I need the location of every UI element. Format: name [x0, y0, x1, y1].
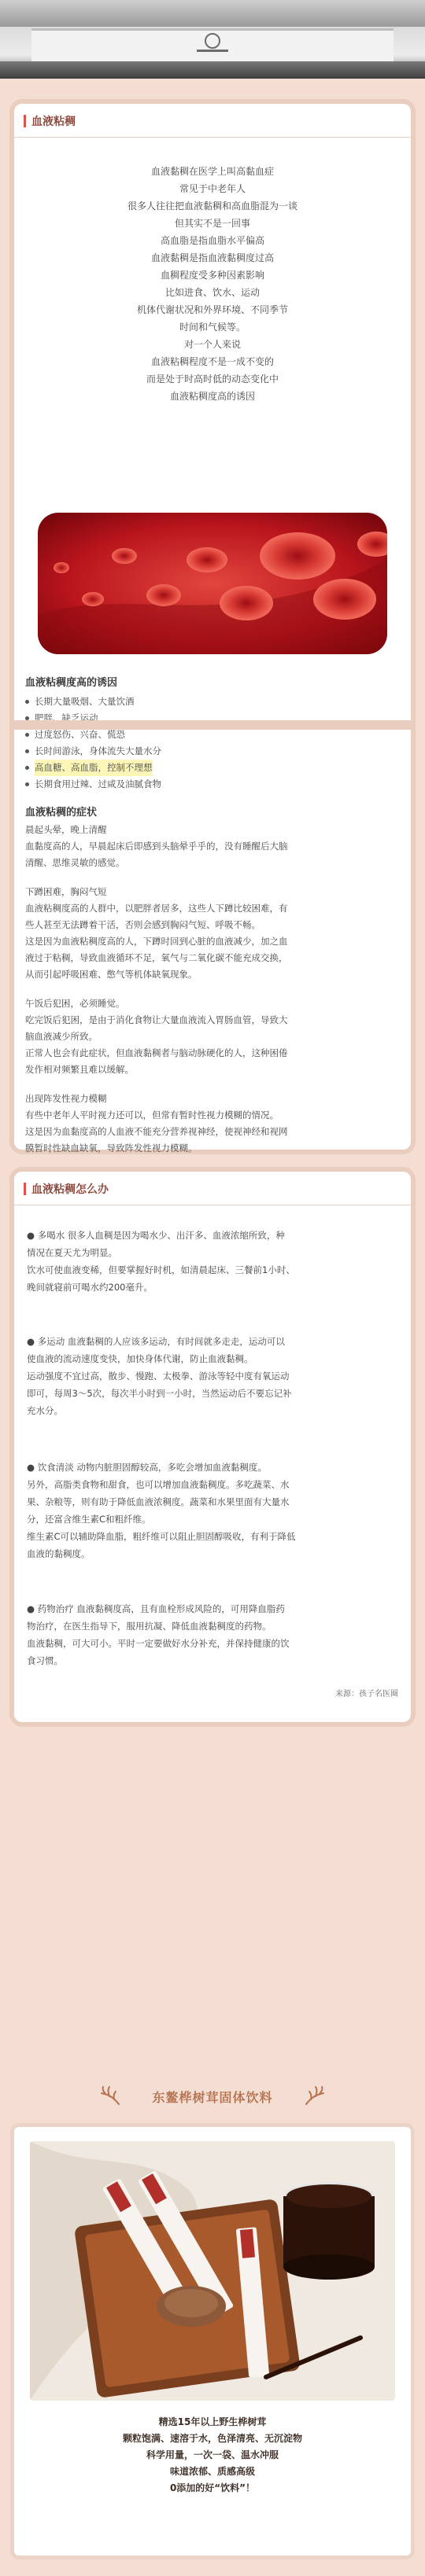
text-line: 即可，每周3～5次，每次半小时到一小时，当然运动后不要忘记补	[27, 1388, 292, 1399]
symptom-paragraph	[25, 822, 400, 871]
text-line: 吃完饭后犯困，是由于消化食物让大量血液流入胃肠血管，导致大	[25, 1014, 288, 1025]
section-header	[24, 1181, 109, 1197]
text-line: 运动强度不宜过高，散步、慢跑、太极拳、游泳等轻中度有氧运动	[27, 1371, 290, 1382]
bullet-dot-icon	[25, 782, 29, 786]
text-line: 果、杂粮等，则有助于降低血液浓稠度。蔬菜和水果里面有大量水	[27, 1496, 290, 1507]
list-item-highlighted: 高血糖、高血脂，控制不理想	[25, 760, 400, 776]
text-line: 从而引起呼吸困难、憋气等机体缺氧现象。	[25, 969, 198, 980]
symptom-paragraph	[25, 1091, 400, 1157]
antler-right-icon	[303, 2085, 327, 2106]
product-line: 精选15年以上野生桦树茸	[158, 2416, 267, 2427]
causes-heading: 血液粘稠度高的诱因	[25, 677, 118, 689]
text-line: 这是因为血液粘稠度高的人，下蹲时回到心脏的血液减少，加之血	[25, 936, 288, 947]
text-line: ● 多喝水 很多人血稠是因为喝水少、出汗多、血液浓缩所致，种	[27, 1230, 285, 1241]
product-line: 科学用量，一次一袋、温水冲服	[146, 2449, 279, 2460]
brand-logo-icon	[192, 31, 233, 53]
text-line: 下蹲困难，胸闷气短	[25, 886, 107, 897]
text-line: 出现阵发性视力模糊	[25, 1093, 107, 1104]
symptom-paragraph	[25, 995, 400, 1078]
product-card	[14, 2127, 411, 2556]
text-line: 血液黏稠，可大可小。平时一定要做好水分补充，并保持健康的饮	[27, 1638, 290, 1649]
text-line: 饮水可使血液变稀，但要掌握好时机，如清晨起床、三餐前1小时、	[27, 1264, 295, 1275]
bullet-dot-icon	[25, 766, 29, 770]
intro-line: 而是处于时高时低的动态变化中	[146, 374, 279, 385]
section-title: 血液粘稠	[31, 116, 76, 128]
what-to-do-card	[14, 1172, 411, 1722]
banner-ceiling	[0, 0, 425, 27]
product-title: 东鳌桦树茸固体饮料	[152, 2090, 273, 2105]
symptoms-block	[25, 804, 400, 1169]
intro-line: 但其实不是一回事	[174, 218, 250, 229]
text-line: 膜暂时性缺血缺氧，导致阵发性视力模糊。	[25, 1143, 198, 1154]
tip-paragraph-water	[27, 1227, 398, 1296]
text-line: 维生素C可以辅助降血脂，粗纤维可以阻止胆固醇吸收，有利于降低	[27, 1531, 296, 1542]
text-line: 分，还富含维生素C和粗纤维。	[27, 1514, 151, 1525]
text-line: 脑血液减少所致。	[25, 1031, 98, 1042]
tip-paragraph-exercise	[27, 1333, 398, 1419]
text-line: 血黏度高的人，早晨起床后即感到头脑晕乎乎的，没有睡醒后大脑	[25, 841, 288, 852]
text-line: 物治疗，在医生指导下，服用抗凝、降低血液黏稠度的药物。	[27, 1621, 272, 1632]
symptom-paragraph	[25, 884, 400, 983]
product-illustration	[30, 2141, 395, 2401]
text-line: 充水分。	[27, 1405, 63, 1416]
intro-line: 机体代谢状况和外界环境、不同季节	[136, 304, 288, 315]
intro-line: 高血脂是指血脂水平偏高	[160, 235, 264, 246]
text-line: 正常人也会有此症状，但血液黏稠者与脑动脉硬化的人，这种困倦	[25, 1047, 288, 1058]
list-item: 长时间游泳，身体流失大量水分	[25, 743, 400, 760]
symptoms-heading: 血液粘稠的症状	[25, 807, 98, 819]
intro-line: 比如进食、饮水、运动	[164, 287, 260, 298]
text-line: 这是因为血黏度高的人血液不能充分营养视神经，使视神经和视网	[25, 1126, 288, 1137]
text-line: 午饭后犯困，必须睡觉。	[25, 998, 125, 1009]
section-accent-bar	[24, 1183, 26, 1195]
showroom-banner-image	[0, 0, 425, 79]
tip-paragraph-diet	[27, 1459, 398, 1562]
text-line: 血液粘稠度高的人群中，以肥胖者居多，这些人下蹲比较困难，有	[25, 903, 288, 914]
text-line: 晚间就寝前可喝水约200毫升。	[27, 1282, 153, 1293]
list-item: 长期食用过辣、过咸及油腻食物	[25, 776, 400, 793]
list-item: 长期大量吸烟、大量饮酒	[25, 694, 400, 710]
text-line: 有些中老年人平时视力还可以，但常有暂时性视力模糊的情况。	[25, 1110, 279, 1121]
intro-line: 常见于中老年人	[179, 183, 246, 194]
text-line: ● 饮食清淡 动物内脏胆固醇较高，多吃会增加血液黏稠度。	[27, 1462, 267, 1473]
text-line: 另外，高脂类食物和甜食，也可以增加血液黏稠度。多吃蔬菜、水	[27, 1479, 290, 1490]
intro-line: 血稠程度受多种因素影响	[160, 270, 264, 281]
intro-line: 对一个人来说	[183, 339, 241, 350]
text-line: 血液的黏稠度。	[27, 1548, 91, 1559]
intro-line: 血液粘稠度高的诱因	[169, 391, 255, 402]
product-line: 颗粒饱满、速溶于水，色泽清亮、无沉淀物	[122, 2433, 302, 2444]
product-description	[30, 2414, 395, 2497]
intro-line: 血液黏稠是指血液黏稠度过高	[150, 252, 274, 263]
list-item: 肥胖、缺乏运动	[25, 710, 400, 727]
bullet-dot-icon	[25, 733, 29, 737]
banner-floor	[0, 61, 425, 79]
text-line: 使血液的流动速度变快，加快身体代谢，防止血液黏稠。	[27, 1353, 253, 1364]
product-line: 0添加的好“饮料”！	[169, 2482, 256, 2493]
text-line: 情况在夏天尤为明显。	[27, 1247, 117, 1258]
intro-line: 血液粘稠程度不是一成不变的	[150, 356, 274, 367]
text-line: ● 多运动 血液黏稠的人应该多运动，有时间就多走走，运动可以	[27, 1336, 285, 1347]
bullet-dot-icon	[25, 749, 29, 753]
section-title: 血液粘稠怎么办	[31, 1183, 109, 1196]
tip-paragraph-medicine	[27, 1600, 398, 1669]
intro-line: 很多人往往把血液黏稠和高血脂混为一谈	[127, 201, 298, 212]
text-line: 液过于粘稠，导致血液循环不足，氧气与二氧化碳不能充成交换，	[25, 952, 288, 963]
text-line: 些人甚至无法蹲着干活，否则会感到胸闷气短、呼吸不畅。	[25, 919, 261, 930]
text-line: ● 药物治疗 血液黏稠度高，且有血栓形成风险的，可用降血脂药	[27, 1603, 285, 1614]
product-line: 味道浓郁、质感高级	[169, 2466, 255, 2477]
intro-line: 时间和气候等。	[179, 322, 246, 333]
text-line: 食习惯。	[27, 1655, 63, 1666]
source-credit: 来源：孩子名医圈	[335, 1690, 398, 1698]
text-line: 晨起头晕，晚上清醒	[25, 824, 107, 835]
text-line: 发作相对频繁且难以缓解。	[25, 1064, 134, 1075]
product-photo	[30, 2141, 395, 2401]
intro-line: 血液黏稠在医学上叫高黏血症	[150, 166, 274, 177]
list-item: 过度怒伤、兴奋、慌恐	[25, 727, 400, 743]
symptoms-overlay	[14, 104, 411, 725]
text-line: 清醒、思维灵敏的感觉。	[25, 857, 125, 868]
